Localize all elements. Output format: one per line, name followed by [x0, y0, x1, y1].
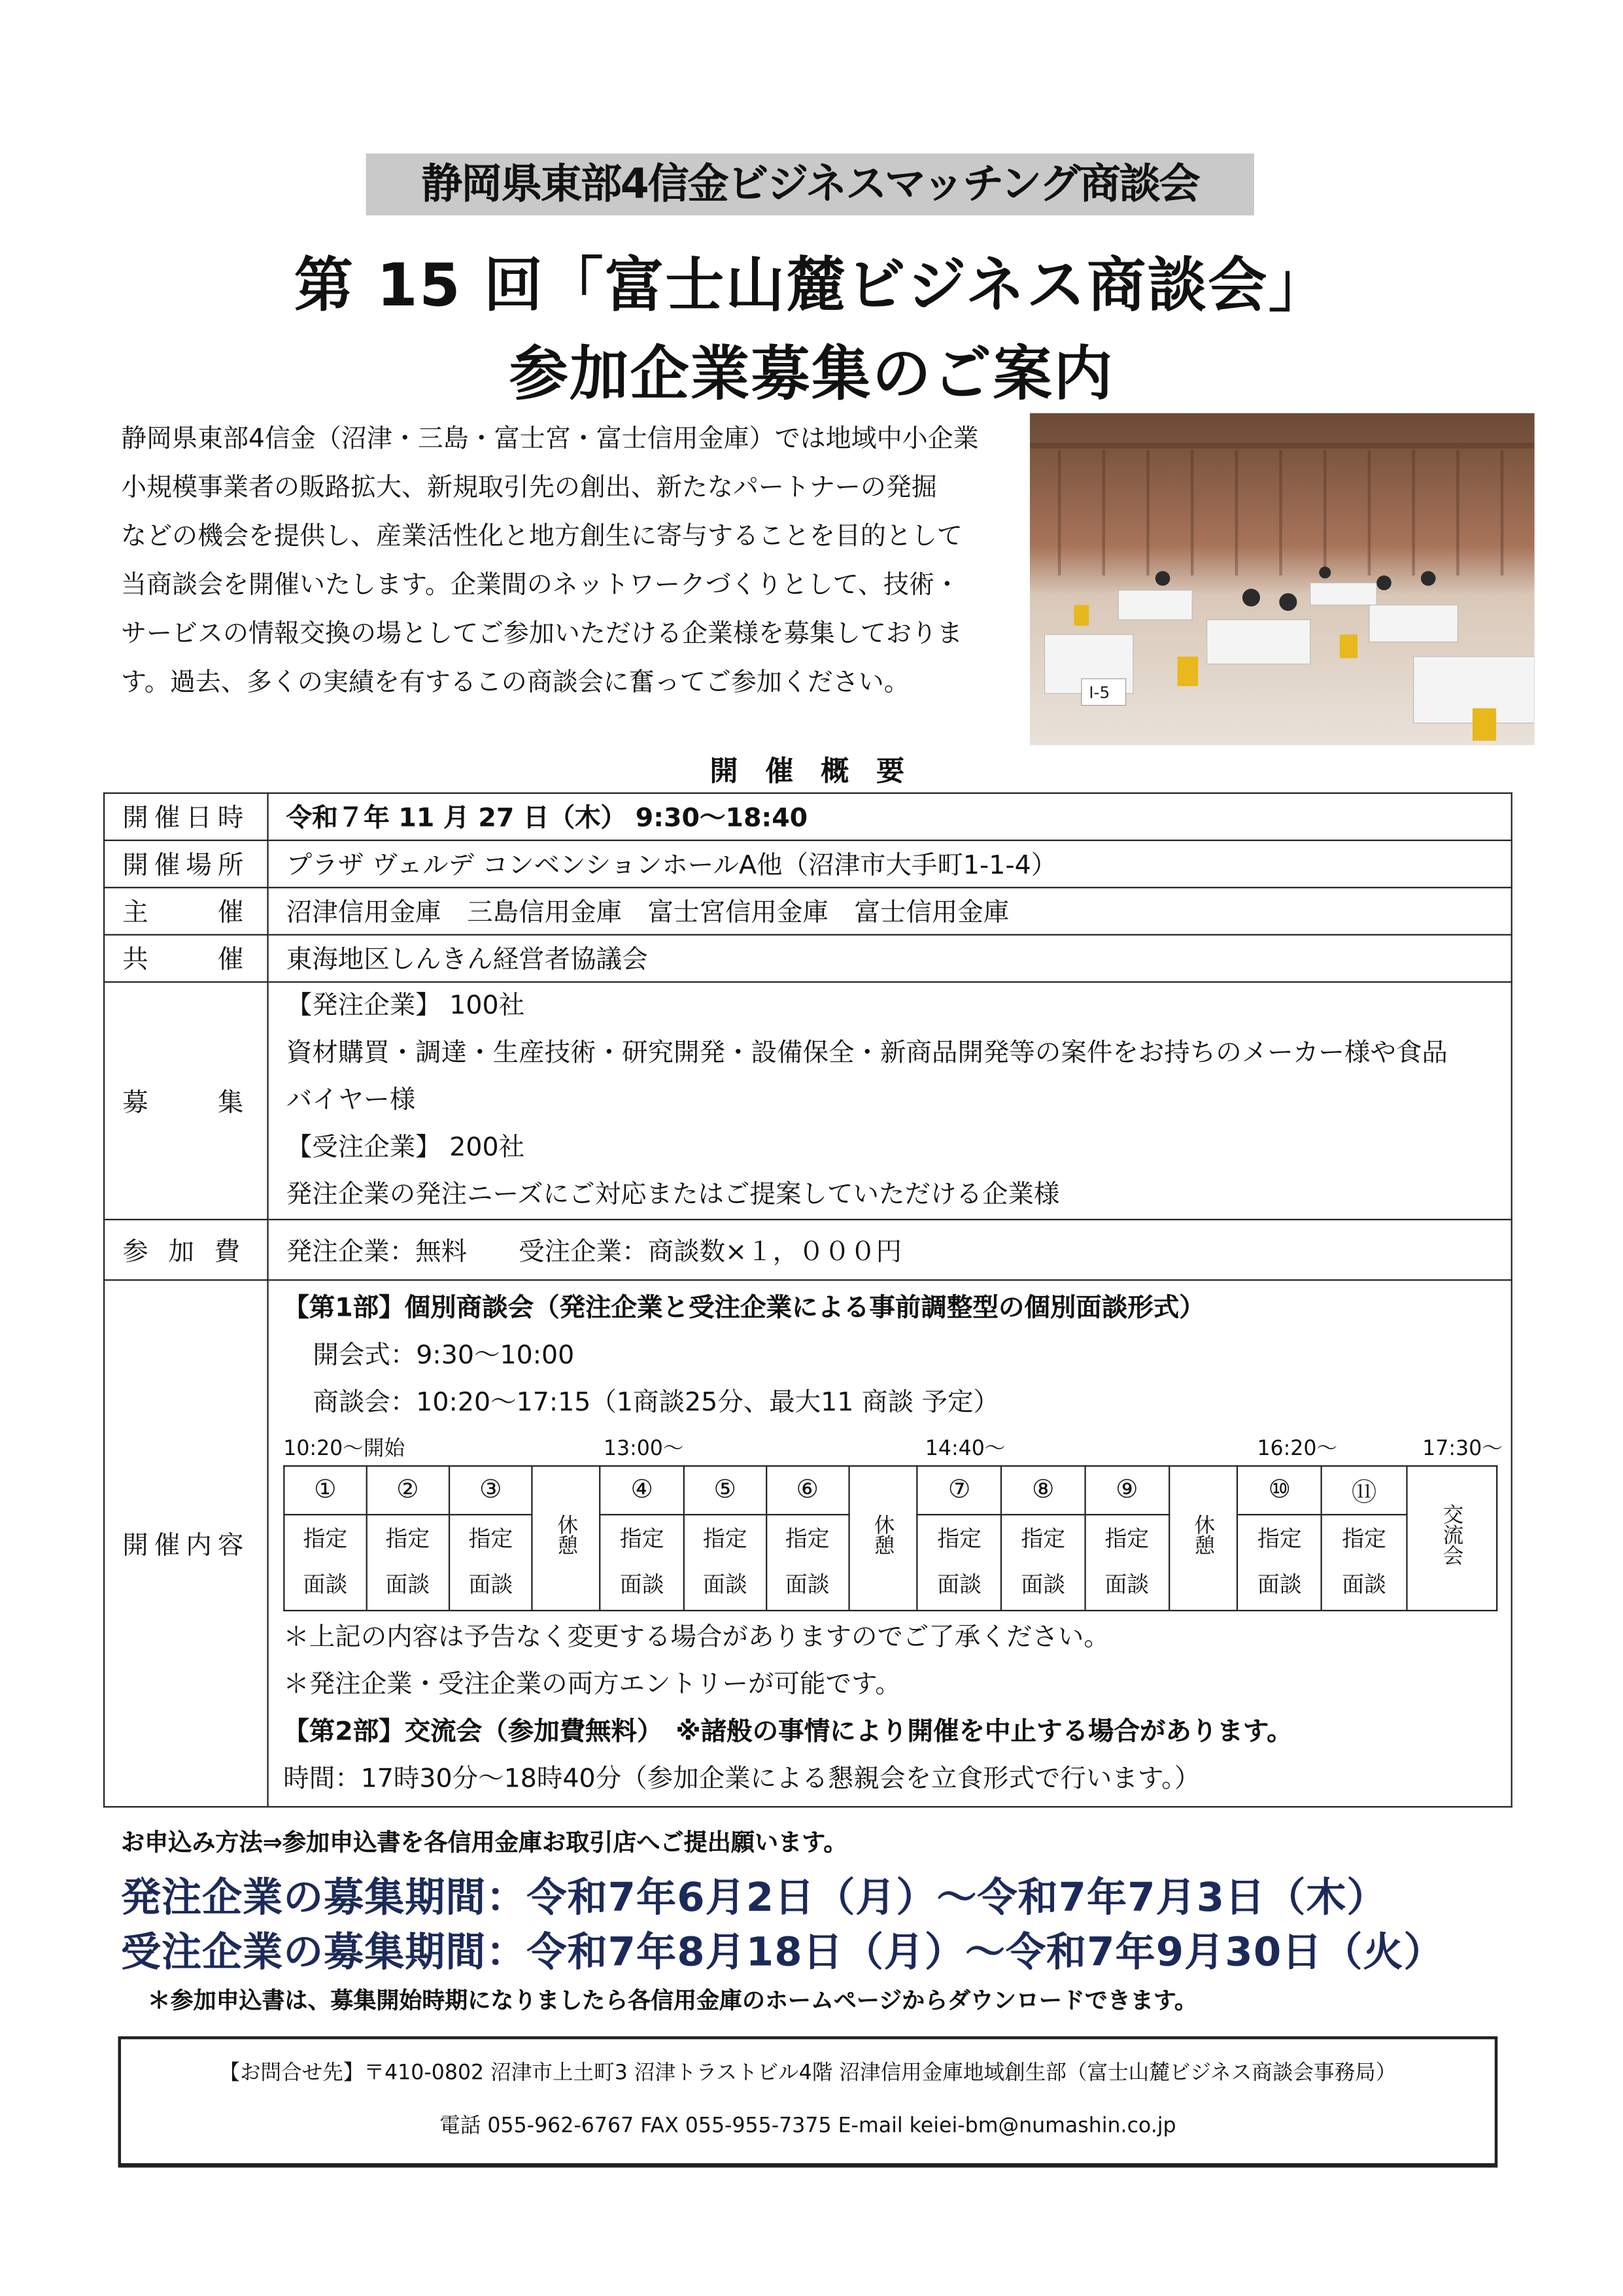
slot-type-top: 指定 [303, 1524, 348, 1552]
value-content [268, 1280, 1512, 1807]
intro-line: す。過去、多くの実績を有するこの商談会に奮ってご参加ください。 [121, 668, 910, 698]
slot-number: ⑨ [1085, 1465, 1169, 1514]
timeline-times [283, 1432, 1511, 1465]
overview-heading: 開 催 概 要 [709, 755, 914, 788]
part2-title: 【第2部】交流会（参加費無料） ※諸般の事情により開催を中止する場合があります。 [283, 1717, 1293, 1747]
slot-type-bottom: 面談 [1257, 1570, 1302, 1598]
contact-phone-email: 電話 055-962-6767 FAX 055-955-7375 E-mail keiei-bm@numashin.co.jp [439, 2114, 1176, 2138]
slot-type-bottom: 面談 [785, 1570, 830, 1598]
slot-type [766, 1514, 849, 1610]
label-date: 開催日時 [104, 793, 267, 840]
page-subtitle: 参加企業募集のご案内 [509, 341, 1114, 409]
row-venue [104, 840, 1512, 887]
slot-type-bottom: 面談 [1342, 1570, 1386, 1598]
application-method: お申込み方法⇒参加申込書を各信用金庫お取引店へご提出願います。 [121, 1828, 847, 1857]
value-fee: 発注企業：無料 受注企業：商談数×１，０００円 [268, 1220, 1512, 1280]
time-label: 16:20〜 [1257, 1436, 1338, 1460]
time-label: 10:20〜開始 [283, 1436, 405, 1460]
intro-line: 小規模事業者の販路拡大、新規取引先の創出、新たなパートナーの発掘 [121, 473, 937, 504]
break-label: 休憩 [871, 1514, 895, 1556]
slot-type [1001, 1514, 1085, 1610]
slot-type [1085, 1514, 1169, 1610]
slot-number: ⑤ [684, 1465, 766, 1514]
slot-number: ⑥ [766, 1465, 849, 1514]
slot-type-top: 指定 [468, 1524, 513, 1552]
supply-recruit-period: 受注企業の募集期間：令和7年8月18日（月）〜令和7年9月30日（火） [121, 1930, 1444, 1976]
slot-type [1322, 1514, 1407, 1610]
slot-type-top: 指定 [1021, 1524, 1066, 1552]
download-note: ＊参加申込書は、募集開始時期になりましたら各信用金庫のホームページからダウンロードできます。 [147, 1987, 1197, 2014]
social-cell [1407, 1465, 1497, 1610]
slot-type-top: 指定 [385, 1524, 430, 1552]
value-venue: プラザ ヴェルデ コンベンションホールA他（沼津市大手町1-1-4） [268, 840, 1512, 887]
slot-type-bottom: 面談 [303, 1570, 348, 1598]
timeline-grid [283, 1464, 1497, 1610]
label-host: 主 催 [104, 887, 267, 934]
intro-line: 当商談会を開催いたします。企業間のネットワークづくりとして、技術・ [121, 571, 960, 601]
time-label: 14:40〜 [925, 1436, 1006, 1460]
recruit-line: 【発注企業】 100社 [286, 991, 525, 1021]
recruit-line: バイヤー様 [286, 1086, 416, 1116]
slot-type-top: 指定 [1342, 1524, 1386, 1552]
row-fee [104, 1220, 1512, 1280]
intro-line: 静岡県東部4信金（沼津・三島・富士宮・富士信用金庫）では地域中小企業 [121, 424, 979, 454]
slot-type-bottom: 面談 [702, 1570, 747, 1598]
row-recruit [104, 982, 1512, 1220]
change-note: ＊上記の内容は予告なく変更する場合がありますのでご了承ください。 [283, 1622, 1110, 1653]
slot-number: ⑪ [1322, 1465, 1407, 1514]
slot-type-top: 指定 [1104, 1524, 1150, 1552]
slot-type-top: 指定 [937, 1524, 982, 1552]
event-hall-photo [1030, 413, 1535, 745]
row-content [104, 1280, 1512, 1807]
time-label: 17:30〜 [1422, 1436, 1503, 1460]
part2-time: 時間：17時30分〜18時40分（参加企業による懇親会を立食形式で行います。） [283, 1764, 1201, 1794]
label-venue: 開催場所 [104, 840, 267, 887]
slot-type-bottom: 面談 [468, 1570, 513, 1598]
social-label: 交流会 [1440, 1503, 1464, 1566]
slot-type-bottom: 面談 [619, 1570, 664, 1598]
break-cell [849, 1465, 917, 1610]
slot-type [1238, 1514, 1322, 1610]
part1-title: 【第1部】個別商談会（発注企業と受注企業による事前調整型の個別面談形式） [283, 1293, 1205, 1323]
break-cell [1169, 1465, 1237, 1610]
slot-type [284, 1514, 366, 1610]
value-cohost: 東海地区しんきん経営者協議会 [268, 934, 1512, 982]
intro-paragraph [121, 416, 1024, 708]
break-label: 休憩 [1191, 1514, 1216, 1556]
slot-type-bottom: 面談 [937, 1570, 982, 1598]
label-content: 開催内容 [104, 1280, 267, 1807]
row-cohost [104, 934, 1512, 982]
event-series-banner: 静岡県東部4信金ビジネスマッチング商談会 [366, 154, 1254, 216]
slot-type [449, 1514, 532, 1610]
intro-line: などの機会を提供し、産業活性化と地方創生に寄与することを目的として [121, 522, 963, 552]
slot-type [366, 1514, 449, 1610]
value-date: 令和７年 11 月 27 日（木） 9:30〜18:40 [268, 793, 1512, 840]
slot-type-top: 指定 [619, 1524, 664, 1552]
intro-line: サービスの情報交換の場としてご参加いただける企業様を募集しておりま [121, 619, 963, 649]
slot-type [684, 1514, 766, 1610]
label-recruit: 募 集 [104, 982, 267, 1220]
row-date [104, 793, 1512, 840]
value-recruit [268, 982, 1512, 1220]
value-host: 沼津信用金庫 三島信用金庫 富士宮信用金庫 富士信用金庫 [268, 887, 1512, 934]
slot-type-bottom: 面談 [385, 1570, 430, 1598]
contact-address: 【お問合せ先】〒410-0802 沼津市上土町3 沼津トラストビル4階 沼津信用金庫地域創生部（富士山麓ビジネス商談会事務局） [219, 2061, 1397, 2085]
contact-box [118, 2036, 1498, 2168]
break-cell [532, 1465, 600, 1610]
recruit-line: 資材購買・調達・生産技術・研究開発・設備保全・新商品開発等の案件をお持ちのメーカー様や食品 [286, 1038, 1448, 1069]
time-label: 13:00〜 [603, 1436, 684, 1460]
slot-type-top: 指定 [785, 1524, 830, 1552]
slot-type-bottom: 面談 [1021, 1570, 1066, 1598]
slot-type-top: 指定 [1257, 1524, 1302, 1552]
table-sign: I-5 [1089, 683, 1110, 702]
slot-number: ④ [600, 1465, 684, 1514]
recruit-line: 発注企業の発注ニーズにご対応またはご提案していただける企業様 [286, 1180, 1060, 1210]
slot-number: ③ [449, 1465, 532, 1514]
slot-type [917, 1514, 1001, 1610]
slot-number: ⑦ [917, 1465, 1001, 1514]
entry-note: ＊発注企業・受注企業の両方エントリーが可能です。 [283, 1670, 901, 1700]
slot-type [600, 1514, 684, 1610]
meeting-time: 商談会：10:20〜17:15（1商談25分、最大11 商談 予定） [313, 1388, 999, 1418]
slot-type-top: 指定 [702, 1524, 747, 1552]
row-host [104, 887, 1512, 934]
label-fee: 参 加 費 [104, 1220, 267, 1280]
label-cohost: 共 催 [104, 934, 267, 982]
overview-table [103, 793, 1512, 1808]
slot-type-bottom: 面談 [1104, 1570, 1150, 1598]
recruit-line: 【受注企業】 200社 [286, 1133, 525, 1163]
slot-number: ② [366, 1465, 449, 1514]
order-recruit-period: 発注企業の募集期間：令和7年6月2日（月）〜令和7年7月3日（木） [121, 1875, 1388, 1921]
opening-time: 開会式：9:30〜10:00 [313, 1340, 575, 1371]
slot-number: ① [284, 1465, 366, 1514]
break-label: 休憩 [554, 1514, 579, 1556]
slot-number: ⑩ [1238, 1465, 1322, 1514]
slot-number: ⑧ [1001, 1465, 1085, 1514]
page-title: 第 15 回「富士山麓ビジネス商談会」 [294, 252, 1329, 320]
